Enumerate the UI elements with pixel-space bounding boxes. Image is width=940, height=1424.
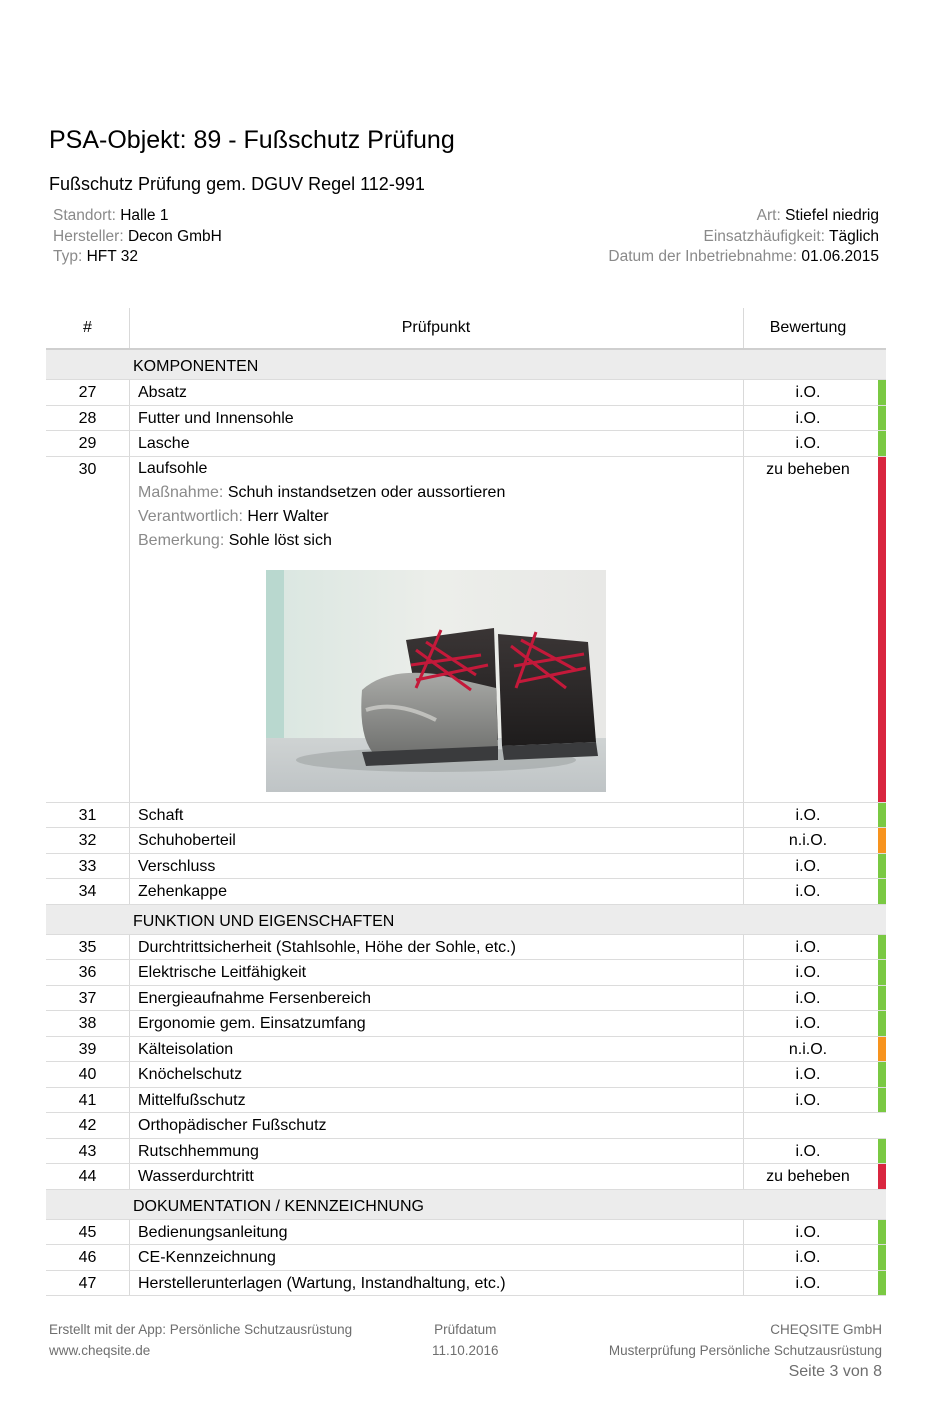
row-number: 32 [78,832,97,849]
rating-color-marker [878,1037,886,1062]
rating-color-marker [878,1011,886,1036]
table-row [46,406,886,432]
footer-app-note: Erstellt mit der App: Persönliche Schutzausrüstung [49,1322,353,1337]
footer-right [609,1319,882,1382]
rating-color-marker [878,406,886,431]
row-number: 38 [78,1015,97,1032]
row-number: 46 [78,1249,97,1266]
bemerkung-line: Bemerkung: Sohle löst sich [138,531,332,549]
row-number: 29 [78,435,97,452]
row-rating: n.i.O. [788,1040,828,1058]
table-header [46,308,886,350]
row-label: Bedienungsanleitung [138,1223,288,1241]
row-label: Wasserdurchtritt [138,1168,254,1185]
meta-datum: Datum der Inbetriebnahme: 01.06.2015 [608,248,879,265]
table-row [46,1062,886,1088]
column-header-number: # [83,319,92,336]
footer-center [432,1319,499,1361]
table-row [46,803,886,829]
row-rating: i.O. [795,1066,821,1083]
table-row [46,935,886,961]
row-rating: i.O. [795,409,821,427]
row-number: 30 [78,460,97,478]
row-label: Durchtrittsicherheit (Stahlsohle, Höhe der Sohle, etc.) [138,938,516,956]
row-label: Rutschhemmung [138,1142,259,1160]
row-number: 36 [78,964,97,981]
rating-color-marker [878,1220,886,1245]
row-rating: i.O. [795,1091,821,1109]
rating-color-marker [878,457,886,802]
row-label: Orthopädischer Fußschutz [138,1117,327,1134]
meta-typ: Typ: HFT 32 [53,248,139,265]
footer-left [49,1319,352,1361]
meta-art: Art: Stiefel niedrig [756,207,879,224]
row-rating: zu beheben [766,460,850,478]
row-rating: i.O. [795,806,821,824]
row-rating: i.O. [795,1274,821,1292]
row-label: CE-Kennzeichnung [138,1249,276,1266]
table-row [46,1245,886,1271]
table-row [46,854,886,880]
rating-color-marker [878,1062,886,1087]
row-rating: i.O. [795,435,821,452]
footer-company: CHEQSITE GmbH [770,1322,882,1337]
rating-color-marker [878,854,886,879]
row-number: 44 [78,1168,97,1185]
rating-color-marker [878,828,886,853]
row-label: Knöchelschutz [138,1066,243,1083]
row-number: 43 [78,1142,97,1160]
row-label: Lasche [138,435,190,452]
column-header-bewertung: Bewertung [769,319,847,336]
rating-color-marker [878,935,886,960]
row-label: Ergonomie gem. Einsatzumfang [138,1015,366,1032]
row-number: 34 [78,883,97,900]
meta-standort: Standort: Halle 1 [53,207,169,224]
row-rating: i.O. [795,857,821,875]
row-number: 33 [78,857,97,875]
row-rating: i.O. [795,883,821,900]
page-subtitle: Fußschutz Prüfung gem. DGUV Regel 112-991 [49,174,425,194]
row-rating: zu beheben [766,1168,850,1185]
rating-color-marker [878,1164,886,1189]
footer-pruefdatum-label: Prüfdatum [434,1322,497,1337]
footer-document-name: Musterprüfung Persönliche Schutzausrüstung [608,1343,882,1358]
table-row [46,1220,886,1246]
column-header-pruefpunkt: Prüfpunkt [401,319,471,336]
row-label: Zehenkappe [138,883,227,900]
page-number: Seite 3 von 8 [788,1363,882,1380]
table-row [46,1088,886,1114]
row-number: 40 [78,1066,97,1083]
table-row [46,1271,886,1297]
table-row [46,380,886,406]
rating-color-marker [878,1271,886,1296]
table-body [46,350,886,1296]
row-label: Schuhoberteil [138,832,236,849]
table-row [46,986,886,1012]
rating-color-marker [878,380,886,405]
row-rating: i.O. [795,384,821,401]
row-label: Absatz [138,384,187,401]
table-row [46,828,886,854]
rating-color-marker [878,960,886,985]
table-row [46,1037,886,1063]
row-rating: i.O. [795,938,821,956]
table-row [46,879,886,905]
rating-color-marker [878,803,886,828]
meta-einsatz: Einsatzhäufigkeit: Täglich [703,227,879,245]
page-title: PSA-Objekt: 89 - Fußschutz Prüfung [49,126,455,154]
table-row [46,1164,886,1190]
section-header: KOMPONENTEN [46,350,886,380]
row-number: 35 [78,938,97,956]
row-rating: i.O. [795,1249,821,1266]
row-number: 39 [78,1040,97,1058]
row-label: Elektrische Leitfähigkeit [138,964,307,981]
row-number: 27 [78,384,97,401]
rating-color-marker [878,1245,886,1270]
row-label: Schaft [138,806,184,824]
table-row [46,960,886,986]
meta-left [53,206,222,268]
row-number: 42 [78,1117,97,1134]
rating-color-marker [878,1088,886,1113]
verantwortlich-line: Verantwortlich: Herr Walter [138,507,329,525]
row-label: Verschluss [138,857,216,875]
table-row [46,1113,886,1139]
table-row [46,431,886,457]
row-label: Mittelfußschutz [138,1091,246,1109]
meta-hersteller: Hersteller: Decon GmbH [53,227,222,245]
table-row [46,457,886,803]
row-label: Futter und Innensohle [138,409,294,427]
row-number: 45 [78,1223,97,1241]
rating-color-marker [878,879,886,904]
boots-photo [266,570,606,792]
row-label: Herstellerunterlagen (Wartung, Instandhaltung, etc.) [138,1274,506,1292]
inspection-table [46,308,886,1296]
table-row [46,1011,886,1037]
row-number: 31 [78,806,97,824]
massnahme-line: Maßnahme: Schuh instandsetzen oder aussortieren [138,483,506,501]
rating-color-marker [878,431,886,456]
rating-color-marker [878,986,886,1011]
section-header: DOKUMENTATION / KENNZEICHNUNG [46,1190,886,1220]
row-rating: i.O. [795,964,821,981]
footer-pruefdatum: 11.10.2016 [432,1343,499,1358]
row-number: 47 [78,1274,97,1292]
row-number: 28 [78,409,97,427]
meta-right [608,206,879,268]
section-header: FUNKTION UND EIGENSCHAFTEN [46,905,886,935]
table-row [46,1139,886,1165]
row-rating: i.O. [795,1015,821,1032]
row-number: 41 [78,1091,97,1109]
row-rating: i.O. [795,1223,821,1241]
row-rating: i.O. [795,1142,821,1160]
row-rating: n.i.O. [788,832,828,849]
row-rating: i.O. [795,989,821,1007]
row-number: 37 [78,989,97,1007]
row-label: Energieaufnahme Fersenbereich [138,989,372,1007]
rating-color-marker [878,1139,886,1164]
row-label: Kälteisolation [138,1040,234,1058]
row-label: Laufsohle [138,459,208,477]
footer-website-link[interactable]: www.cheqsite.de [49,1343,151,1358]
